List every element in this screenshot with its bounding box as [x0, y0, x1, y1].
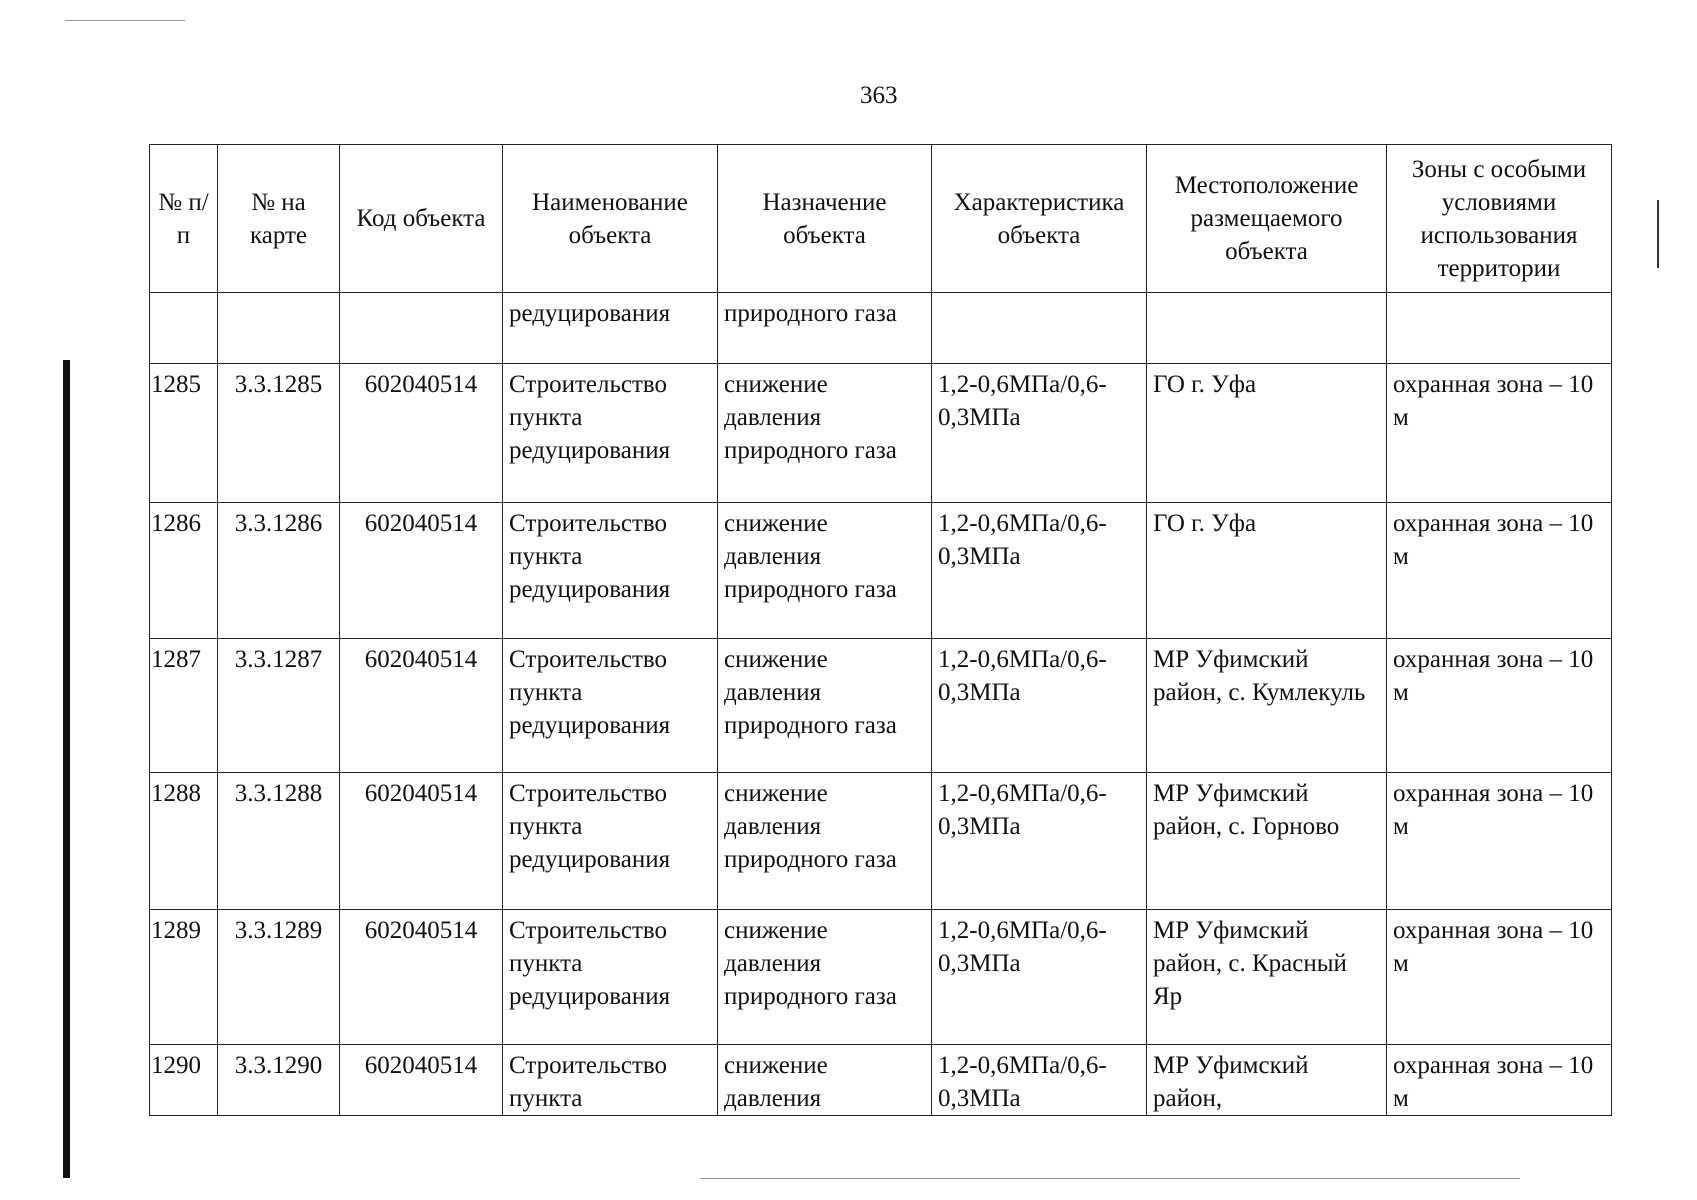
table-cell: МР Уфимский район, с. Красный Яр — [1147, 910, 1387, 1045]
table-cell: МР Уфимский район, с. Горново — [1147, 773, 1387, 910]
table-cell: Строительство пункта — [503, 1045, 718, 1116]
table-cell: 602040514 — [340, 364, 503, 503]
table-cell — [1387, 293, 1612, 364]
table-cell: редуцирования — [503, 293, 718, 364]
page-number: 363 — [860, 82, 898, 109]
column-header: Назначение объекта — [718, 145, 932, 293]
table-cell: 602040514 — [340, 503, 503, 639]
table-cell: охранная зона – 10 м — [1387, 364, 1612, 503]
table-cell: ГО г. Уфа — [1147, 503, 1387, 639]
column-header: Код объекта — [340, 145, 503, 293]
column-header: Характеристика объекта — [932, 145, 1147, 293]
table-cell: 1288 — [150, 773, 218, 910]
table-cell: охранная зона – 10 м — [1387, 503, 1612, 639]
table-cell: снижение давления природного газа — [718, 773, 932, 910]
scan-line — [700, 1178, 1520, 1179]
column-header: Наименование объекта — [503, 145, 718, 293]
table-cell: охранная зона – 10 м — [1387, 773, 1612, 910]
table-cell: природного газа — [718, 293, 932, 364]
table-header-row — [150, 145, 1612, 293]
table-row — [150, 639, 1612, 773]
table-cell — [340, 293, 503, 364]
scan-edge-bar — [63, 360, 70, 1178]
table-row — [150, 364, 1612, 503]
objects-table — [149, 144, 1612, 1116]
table-cell: Строительство пункта редуцирования — [503, 910, 718, 1045]
table-cell: МР Уфимский район, — [1147, 1045, 1387, 1116]
table-cell: Строительство пункта редуцирования — [503, 503, 718, 639]
table-cell: 3.3.1289 — [218, 910, 340, 1045]
table-cell: 1,2-0,6МПа/0,6-0,3МПа — [932, 364, 1147, 503]
scan-mark — [1657, 200, 1659, 268]
table-cell: 3.3.1290 — [218, 1045, 340, 1116]
table-row — [150, 293, 1612, 364]
table-cell — [150, 293, 218, 364]
table-cell — [932, 293, 1147, 364]
table-cell: 1286 — [150, 503, 218, 639]
table-cell: охранная зона – 10 м — [1387, 1045, 1612, 1116]
table-cell: 1289 — [150, 910, 218, 1045]
table-cell: 3.3.1288 — [218, 773, 340, 910]
table-row — [150, 910, 1612, 1045]
table-row — [150, 503, 1612, 639]
table-cell: 602040514 — [340, 639, 503, 773]
table-cell: снижение давления природного газа — [718, 910, 932, 1045]
scan-line — [65, 20, 185, 21]
column-header: Местоположение размещаемого объекта — [1147, 145, 1387, 293]
table-row — [150, 773, 1612, 910]
table-cell: снижение давления — [718, 1045, 932, 1116]
table-cell: 1,2-0,6МПа/0,6-0,3МПа — [932, 910, 1147, 1045]
table-cell: 1287 — [150, 639, 218, 773]
table-cell: снижение давления природного газа — [718, 639, 932, 773]
table-cell: 1,2-0,6МПа/0,6-0,3МПа — [932, 503, 1147, 639]
table-cell — [218, 293, 340, 364]
table-cell: 602040514 — [340, 1045, 503, 1116]
table-cell: 1,2-0,6МПа/0,6-0,3МПа — [932, 773, 1147, 910]
table-cell: 602040514 — [340, 910, 503, 1045]
table-cell: 1,2-0,6МПа/0,6-0,3МПа — [932, 639, 1147, 773]
column-header: Зоны с особыми условиями использования территории — [1387, 145, 1612, 293]
table-cell: 1285 — [150, 364, 218, 503]
table-cell — [1147, 293, 1387, 364]
table-cell: 1,2-0,6МПа/0,6-0,3МПа — [932, 1045, 1147, 1116]
table-cell: ГО г. Уфа — [1147, 364, 1387, 503]
table-cell: снижение давления природного газа — [718, 503, 932, 639]
column-header: № на карте — [218, 145, 340, 293]
table-cell: 602040514 — [340, 773, 503, 910]
table-cell: МР Уфимский район, с. Кумлекуль — [1147, 639, 1387, 773]
table-cell: охранная зона – 10 м — [1387, 639, 1612, 773]
table-cell: Строительство пункта редуцирования — [503, 639, 718, 773]
table-cell: 3.3.1286 — [218, 503, 340, 639]
table-cell: Строительство пункта редуцирования — [503, 364, 718, 503]
table-cell: 3.3.1287 — [218, 639, 340, 773]
table-cell: снижение давления природного газа — [718, 364, 932, 503]
table-cell: 1290 — [150, 1045, 218, 1116]
column-header: № п/п — [150, 145, 218, 293]
table-row — [150, 1045, 1612, 1116]
table-cell: 3.3.1285 — [218, 364, 340, 503]
table-cell: Строительство пункта редуцирования — [503, 773, 718, 910]
table-cell: охранная зона – 10 м — [1387, 910, 1612, 1045]
